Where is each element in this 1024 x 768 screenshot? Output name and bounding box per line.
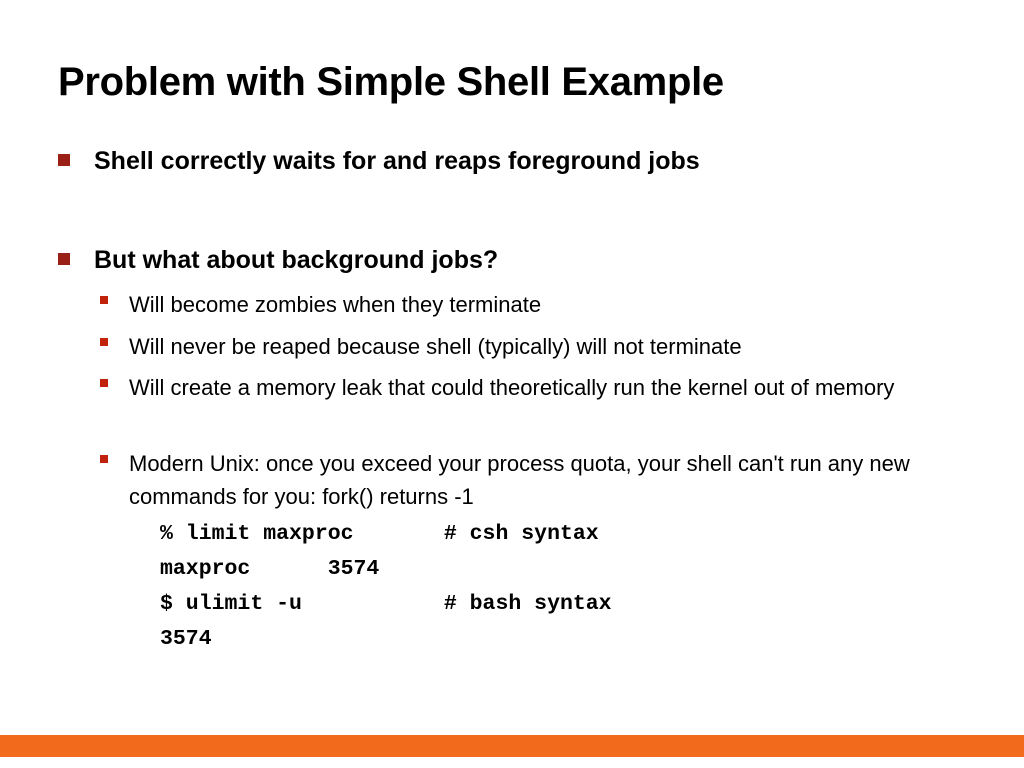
code-line: maxproc 3574 <box>160 557 380 581</box>
sub-bullet-text: Will become zombies when they terminate <box>129 292 542 317</box>
sub-bullet-never-reaped <box>100 330 980 363</box>
footer-bar <box>0 735 1024 757</box>
sub-bullet-text: Will create a memory leak that could theoretically run the kernel out of memory <box>129 375 895 400</box>
code-line: 3574 <box>160 627 212 651</box>
sub-bullet-memory-leak <box>100 371 970 404</box>
square-bullet-icon <box>58 253 70 265</box>
sub-bullet-zombies <box>100 288 980 321</box>
square-bullet-icon <box>100 338 108 346</box>
square-bullet-icon <box>100 379 108 387</box>
sub-bullet-process-quota <box>100 447 970 513</box>
square-bullet-icon <box>100 296 108 304</box>
code-line: % limit maxproc # csh syntax <box>160 522 599 546</box>
bullet-text: But what about background jobs? <box>94 246 499 274</box>
square-bullet-icon <box>58 154 70 166</box>
code-line: $ ulimit -u # bash syntax <box>160 592 612 616</box>
sub-bullet-text: Modern Unix: once you exceed your process quota, your shell can't run any new commands for you: fork() returns -1 <box>129 451 910 509</box>
code-block <box>160 517 612 657</box>
square-bullet-icon <box>100 455 108 463</box>
slide-title: Problem with Simple Shell Example <box>58 60 724 104</box>
bullet-text: Shell correctly waits for and reaps foreground jobs <box>94 147 700 175</box>
sub-bullet-text: Will never be reaped because shell (typically) will not terminate <box>129 334 742 359</box>
